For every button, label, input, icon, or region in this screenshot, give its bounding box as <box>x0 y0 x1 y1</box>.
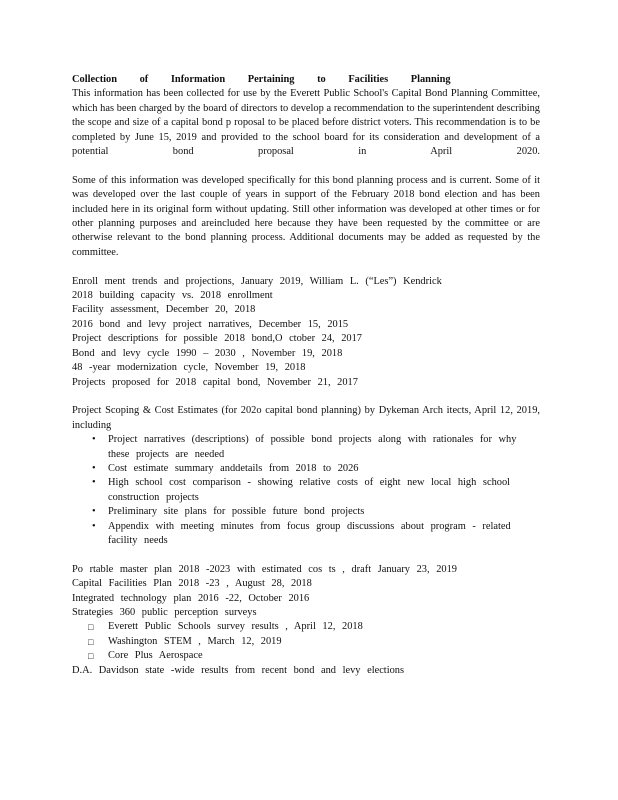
list-item: • Appendix with meeting minutes from focus group discussions about program - related facility needs <box>72 520 540 549</box>
list-item: 2016 bond and levy project narratives, December 15, 2015 <box>72 318 349 330</box>
survey-sublist <box>72 620 540 663</box>
documents-list-2 <box>72 563 540 621</box>
intro-paragraph: This information has been collected for use by the Everett Public School's Capital Bond Planning Committee, which has been charged by the board of directors to develop a recommendation to the superintendent describing the scope and size of a capital bond p roposal to be placed before district voters. This recommendation is to be completed by June 15, 2019 and provided to the school board for its consideration and development of a potential bond proposal in April 2020. <box>72 88 540 158</box>
list-item: • Cost estimate summary anddetails from 2018 to 2026 <box>72 462 540 476</box>
list-item: • Project narratives (descriptions) of possible bond projects along with rationales for why these projects are needed <box>72 433 540 462</box>
document-body <box>72 73 540 692</box>
list-item: Capital Facilities Plan 2018 -23 , August 28, 2018 <box>72 578 312 590</box>
list-item: Enroll ment trends and projections, January 2019, William L. (“Les”) Kendrick <box>72 275 442 287</box>
list-item: Bond and levy cycle 1990 – 2030 , November 19, 2018 <box>72 347 343 359</box>
list-item: 48 -year modernization cycle, November 19, 2018 <box>72 362 306 374</box>
list-item: Integrated technology plan 2016 -22, October 2016 <box>72 592 310 604</box>
list-item: □ Core Plus Aerospace <box>72 649 540 663</box>
list-item: Projects proposed for 2018 capital bond, November 21, 2017 <box>72 376 358 388</box>
documents-list-1 <box>72 275 540 390</box>
list-item: Strategies 360 public perception surveys <box>72 606 257 618</box>
list-item: 2018 building capacity vs. 2018 enrollment <box>72 290 273 302</box>
list-item: Project descriptions for possible 2018 bond,O ctober 24, 2017 <box>72 333 362 345</box>
document-title: Collection of Information Pertaining to Facilities Planning <box>72 74 451 85</box>
list-item: • High school cost comparison - showing relative costs of eight new local high school construction projects <box>72 476 540 505</box>
scoping-bullets <box>72 433 540 548</box>
list-item: Facility assessment, December 20, 2018 <box>72 304 256 316</box>
list-item: • Preliminary site plans for possible future bond projects <box>72 505 540 519</box>
list-item: □ Everett Public Schools survey results , April 12, 2018 <box>72 620 540 634</box>
info-paragraph: Some of this information was developed specifically for this bond planning process and is current. Some of it was developed over the last couple of years in support of the February 2018 bond election and has been included here in its original form without updating. Still other information was developed at other times or for other planning purposes and areincluded here because they have been requested by the committee or are otherwise relevant to the bond planning process. Additional documents may be added as requested by the committee. <box>72 174 540 258</box>
list-item: Po rtable master plan 2018 -2023 with estimated cos ts , draft January 23, 2019 <box>72 563 457 575</box>
list-item: D.A. Davidson state -wide results from recent bond and levy elections <box>72 664 405 676</box>
documents-list-3 <box>72 664 540 678</box>
scoping-heading: Project Scoping & Cost Estimates (for 202o capital bond planning) by Dykeman Arch itects, April 12, 2019, including <box>72 405 540 431</box>
list-item: □ Washington STEM , March 12, 2019 <box>72 635 540 649</box>
